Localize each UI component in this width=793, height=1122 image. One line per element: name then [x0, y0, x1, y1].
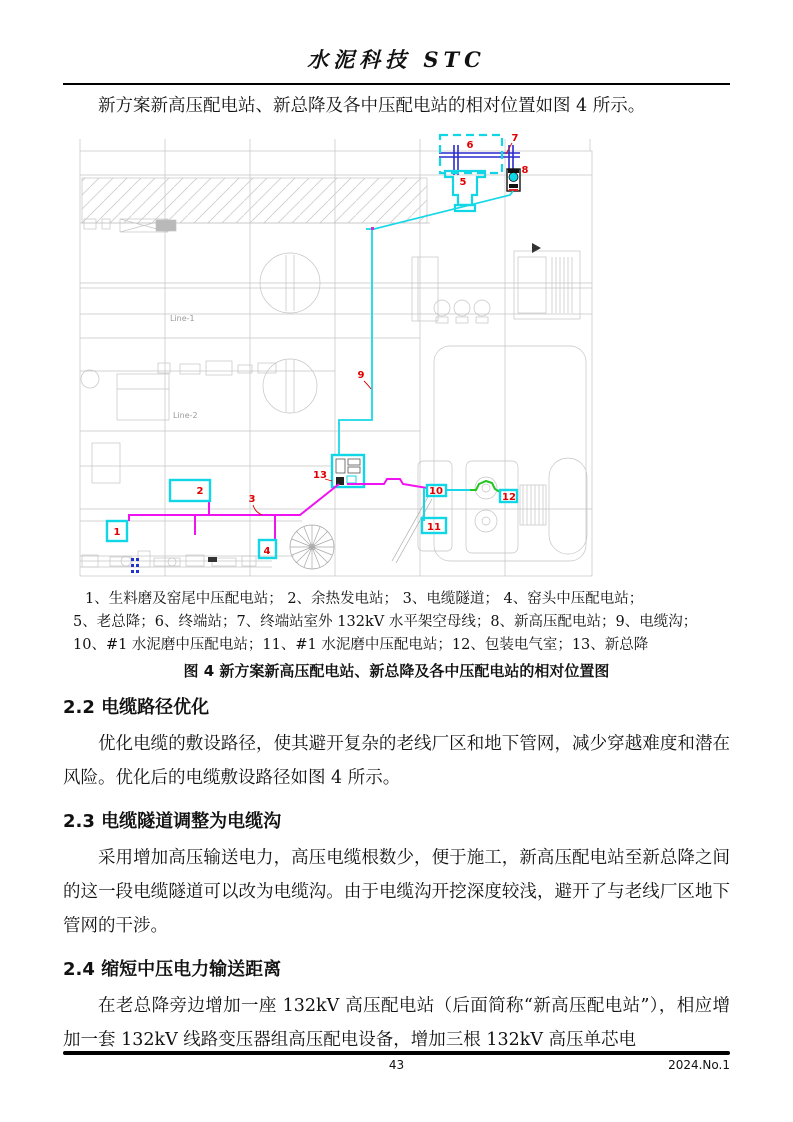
figure-legend: [63, 588, 730, 657]
footer: [63, 1058, 730, 1076]
intro-paragraph: 新方案新高压配电站、新总降及各中压配电站的相对位置如图 4 所示。: [98, 96, 646, 116]
legend-line-1: 1、生料磨及窑尾中压配电站； 2、余热发电站； 3、电缆隧道； 4、窑头中压配电站；: [85, 591, 644, 607]
marker-10: 10: [429, 486, 443, 497]
legend-line-2: 5、老总降；6、终端站；7、终端站室外 132kV 水平架空母线；8、新高压配电站；9、电缆沟；: [73, 614, 698, 630]
header-rule: [63, 83, 730, 85]
marker-2: 2: [196, 486, 204, 497]
marker-1: 1: [113, 527, 121, 538]
line1-label: Line-1: [170, 314, 195, 323]
marker-12: 12: [502, 492, 516, 503]
new-main-substation-box: [332, 455, 364, 487]
marker-6: 6: [466, 140, 474, 151]
legend-line-3: 10、#1 水泥磨中压配电站；11、#1 水泥磨中压配电站；12、包装电气室；13、新总降: [73, 637, 649, 653]
site-plan-drawing: [62, 131, 599, 583]
marker-7: 7: [511, 133, 519, 144]
line2-label: Line-2: [173, 411, 198, 420]
section-body-2-4: 在老总降旁边增加一座 132kV 高压配电站（后面简称“新高压配电站”），相应增加一套 132kV 线路变压器组高压配电设备，增加三根 132kV 高压单芯电: [63, 996, 730, 1050]
cable-tunnel-route: [129, 479, 427, 540]
section-body-2-2: 优化电缆的敷设路径，使其避开复杂的老线厂区和地下管网，减少穿越难度和潜在风险。优化后的电缆敷设路径如图 4 所示。: [63, 734, 730, 788]
blue-dots: [131, 558, 139, 573]
marker-5: 5: [459, 177, 467, 188]
section-heading-2-3: 2.3 电缆隧道调整为电缆沟: [63, 811, 282, 832]
figure-caption: 图 4 新方案新高压配电站、新总降及各中压配电站的相对位置图: [183, 662, 610, 680]
figure-4-site-plan: [62, 131, 599, 583]
marker-11: 11: [427, 522, 441, 533]
cad-background: [80, 139, 592, 576]
footer-rule: [63, 1051, 730, 1055]
issue-number: 2024.No.1: [668, 1058, 730, 1072]
section-heading-2-2: 2.2 电缆路径优化: [63, 697, 210, 718]
marker-3: 3: [248, 494, 256, 505]
journal-title: 水泥科技 STC: [307, 47, 486, 72]
page-number: 43: [388, 1058, 405, 1072]
marker-9: 9: [357, 370, 365, 381]
cable-trench-route: [339, 191, 513, 457]
marker-8: 8: [521, 165, 529, 176]
marker-13: 13: [313, 470, 327, 481]
marker-4: 4: [263, 546, 271, 557]
section-body-2-3: 采用增加高压输送电力，高压电缆根数少，便于施工，新高压配电站至新总降之间的这一段电缆隧道可以改为电缆沟。由于电缆沟开挖深度较浅，避开了与老线厂区地下管网的干涉。: [63, 848, 730, 936]
section-heading-2-4: 2.4 缩短中压电力输送距离: [63, 959, 282, 980]
new-hv-substation-unit: [507, 169, 520, 191]
